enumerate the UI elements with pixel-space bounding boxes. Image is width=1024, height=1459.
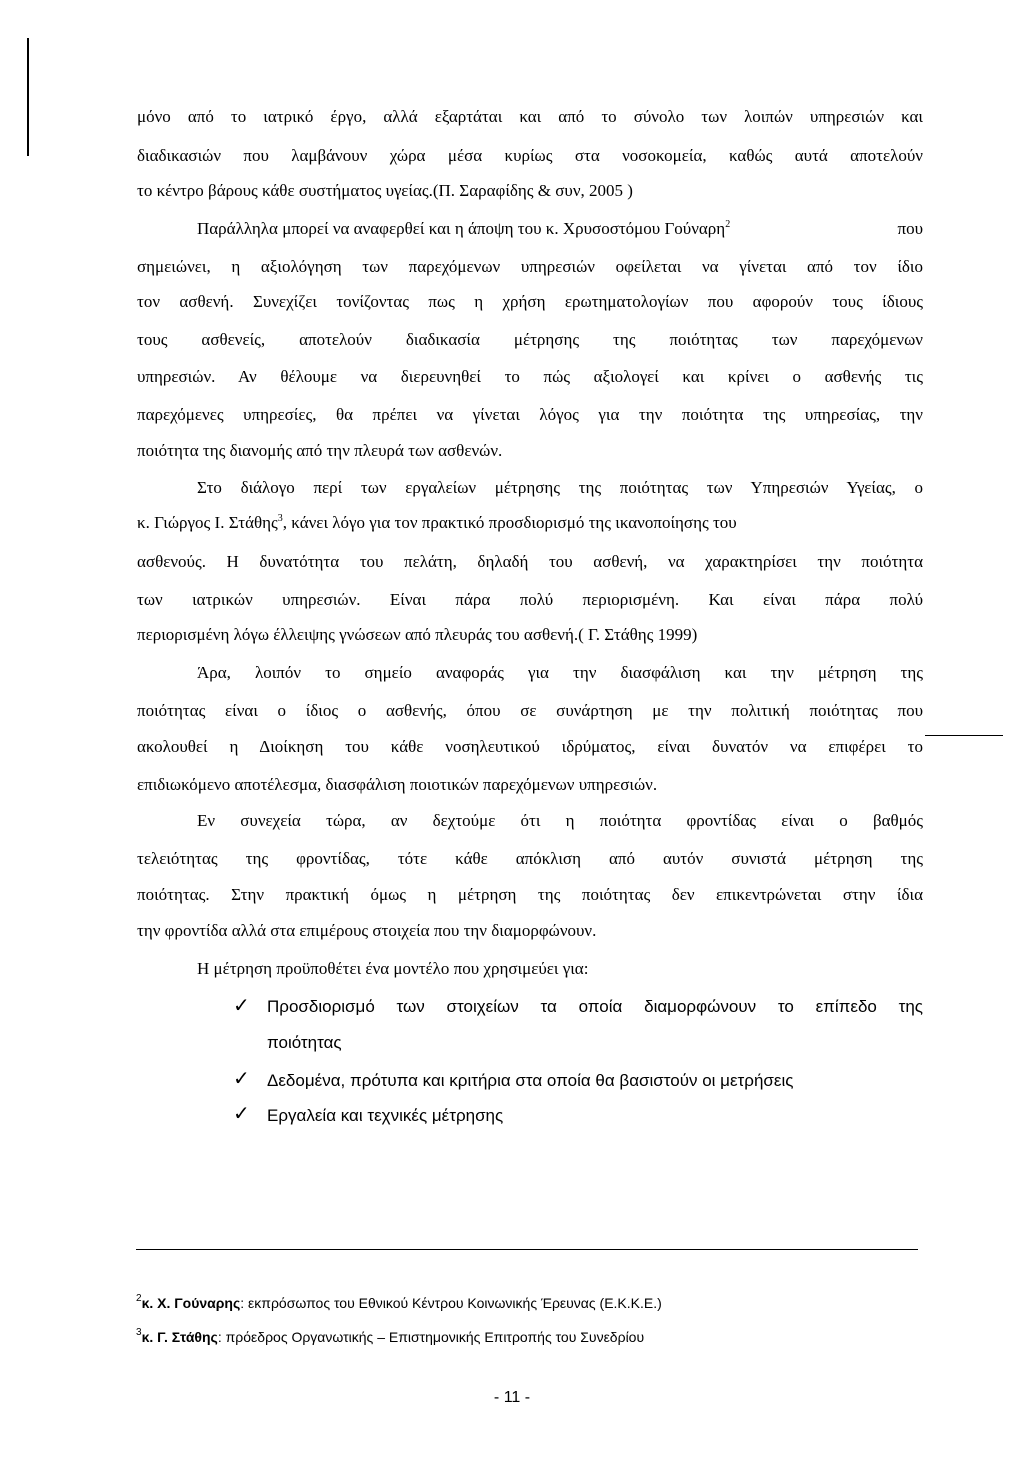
scan-edge-mark-right	[925, 735, 1003, 736]
check-icon: ✓	[233, 995, 250, 1017]
body-line	[197, 218, 923, 240]
body-text: Παράλληλα μπορεί να αναφερθεί και η άποψη του κ. Χρυσοστόμου Γούναρη	[197, 219, 726, 238]
body-text: κ. Γιώργος Ι. Στάθης	[137, 513, 278, 532]
body-line: Εν συνεχεία τώρα, αν δεχτούμε ότι η ποιότητα φροντίδας είναι ο βαθμός	[197, 811, 923, 830]
footnote-text: : πρόεδρος Οργανωτικής – Επιστημονικής Επιτροπής του Συνεδρίου	[217, 1329, 645, 1345]
footnote-text: : εκπρόσωπος του Εθνικού Κέντρου Κοινωνικής Έρευνας (Ε.Κ.Κ.Ε.)	[240, 1295, 662, 1311]
body-line	[137, 512, 923, 534]
body-line: περιορισμένη λόγω έλλειψης γνώσεων από πλευράς του ασθενή.( Γ. Στάθης 1999)	[137, 625, 698, 644]
list-item: Εργαλεία και τεχνικές μέτρησης	[267, 1106, 504, 1125]
body-line: ποιότητα της διανομής από την πλευρά των ασθενών.	[137, 441, 503, 460]
footnote-number: 3	[136, 1327, 142, 1338]
body-line: διαδικασιών που λαμβάνουν χώρα μέσα κυρίως στα νοσοκομεία, καθώς αυτά αποτελούν	[137, 146, 923, 165]
body-line: υπηρεσιών. Αν θέλουμε να διερευνηθεί το πώς αξιολογεί και κρίνει ο ασθενής τις	[137, 367, 923, 386]
body-line: Στο διάλογο περί των εργαλείων μέτρησης της ποιότητας των Υπηρεσιών Υγείας, ο	[197, 478, 923, 497]
footnote	[136, 1328, 644, 1346]
check-icon: ✓	[233, 1068, 250, 1090]
body-line: των ιατρικών υπηρεσιών. Είναι πάρα πολύ περιορισμένη. Και είναι πάρα πολύ	[137, 590, 923, 609]
body-line: Η μέτρηση προϋποθέτει ένα μοντέλο που χρησιμεύει για:	[197, 959, 589, 978]
footnote-number: 2	[136, 1293, 142, 1304]
body-line: επιδιωκόμενο αποτέλεσμα, διασφάλιση ποιοτικών παρεχόμενων υπηρεσιών.	[137, 775, 658, 794]
footnote-ref: 2	[725, 219, 731, 230]
check-icon: ✓	[233, 1103, 250, 1125]
scan-edge-mark-left	[27, 38, 29, 156]
body-line: μόνο από το ιατρικό έργο, αλλά εξαρτάται και από το σύνολο των λοιπών υπηρεσιών και	[137, 107, 923, 126]
list-item: Δεδομένα, πρότυπα και κριτήρια στα οποία θα βασιστούν οι μετρήσεις	[267, 1071, 794, 1090]
body-line: σημειώνει, η αξιολόγηση των παρεχόμενων υπηρεσιών οφείλεται να γίνεται από τον ίδιο	[137, 257, 923, 276]
list-item: Προσδιορισμό των στοιχείων τα οποία διαμορφώνουν το επίπεδο της	[267, 997, 923, 1016]
body-line: την φροντίδα αλλά στα επιμέρους στοιχεία που την διαμορφώνουν.	[137, 921, 597, 940]
footnote-name: κ. Χ. Γούναρης	[141, 1295, 241, 1311]
body-text: , κάνει λόγο για τον πρακτικό προσδιορισμό της ικανοποίησης του	[282, 513, 737, 532]
body-line: ασθενούς. Η δυνατότητα του πελάτη, δηλαδή του ασθενή, να χαρακτηρίσει την ποιότητα	[137, 552, 923, 571]
body-line: το κέντρο βάρους κάθε συστήματος υγείας.(Π. Σαραφίδης & συν, 2005 )	[137, 181, 633, 200]
body-line: ποιότητας είναι ο ίδιος ο ασθενής, όπου σε συνάρτηση με την πολιτική ποιότητας που	[137, 701, 923, 720]
body-line: Άρα, λοιπόν το σημείο αναφοράς για την διασφάλιση και την μέτρηση της	[197, 663, 923, 682]
body-line: ακολουθεί η Διοίκηση του κάθε νοσηλευτικού ιδρύματος, είναι δυνατόν να επιφέρει το	[137, 737, 923, 756]
footnote-ref: 3	[277, 513, 283, 524]
body-line: τελειότητας της φροντίδας, τότε κάθε απόκλιση από αυτόν συνιστά μέτρηση της	[137, 849, 923, 868]
page-number: - 11 -	[493, 1389, 531, 1406]
footnote-separator	[136, 1249, 918, 1250]
list-item-continuation: ποιότητας	[267, 1033, 342, 1052]
body-line: ποιότητας. Στην πρακτική όμως η μέτρηση της ποιότητας δεν επικεντρώνεται στην ίδια	[137, 885, 923, 904]
body-line: τον ασθενή. Συνεχίζει τονίζοντας πως η χρήση ερωτηματολογίων που αφορούν τους ίδιους	[137, 292, 923, 311]
body-line: τους ασθενείς, αποτελούν διαδικασία μέτρησης της ποιότητας των παρεχόμενων	[137, 330, 923, 349]
footnote	[136, 1294, 662, 1312]
body-line: παρεχόμενες υπηρεσίες, θα πρέπει να γίνεται λόγος για την ποιότητα της υπηρεσίας, την	[137, 405, 923, 424]
body-text: που	[897, 219, 923, 238]
footnote-name: κ. Γ. Στάθης	[141, 1329, 218, 1345]
